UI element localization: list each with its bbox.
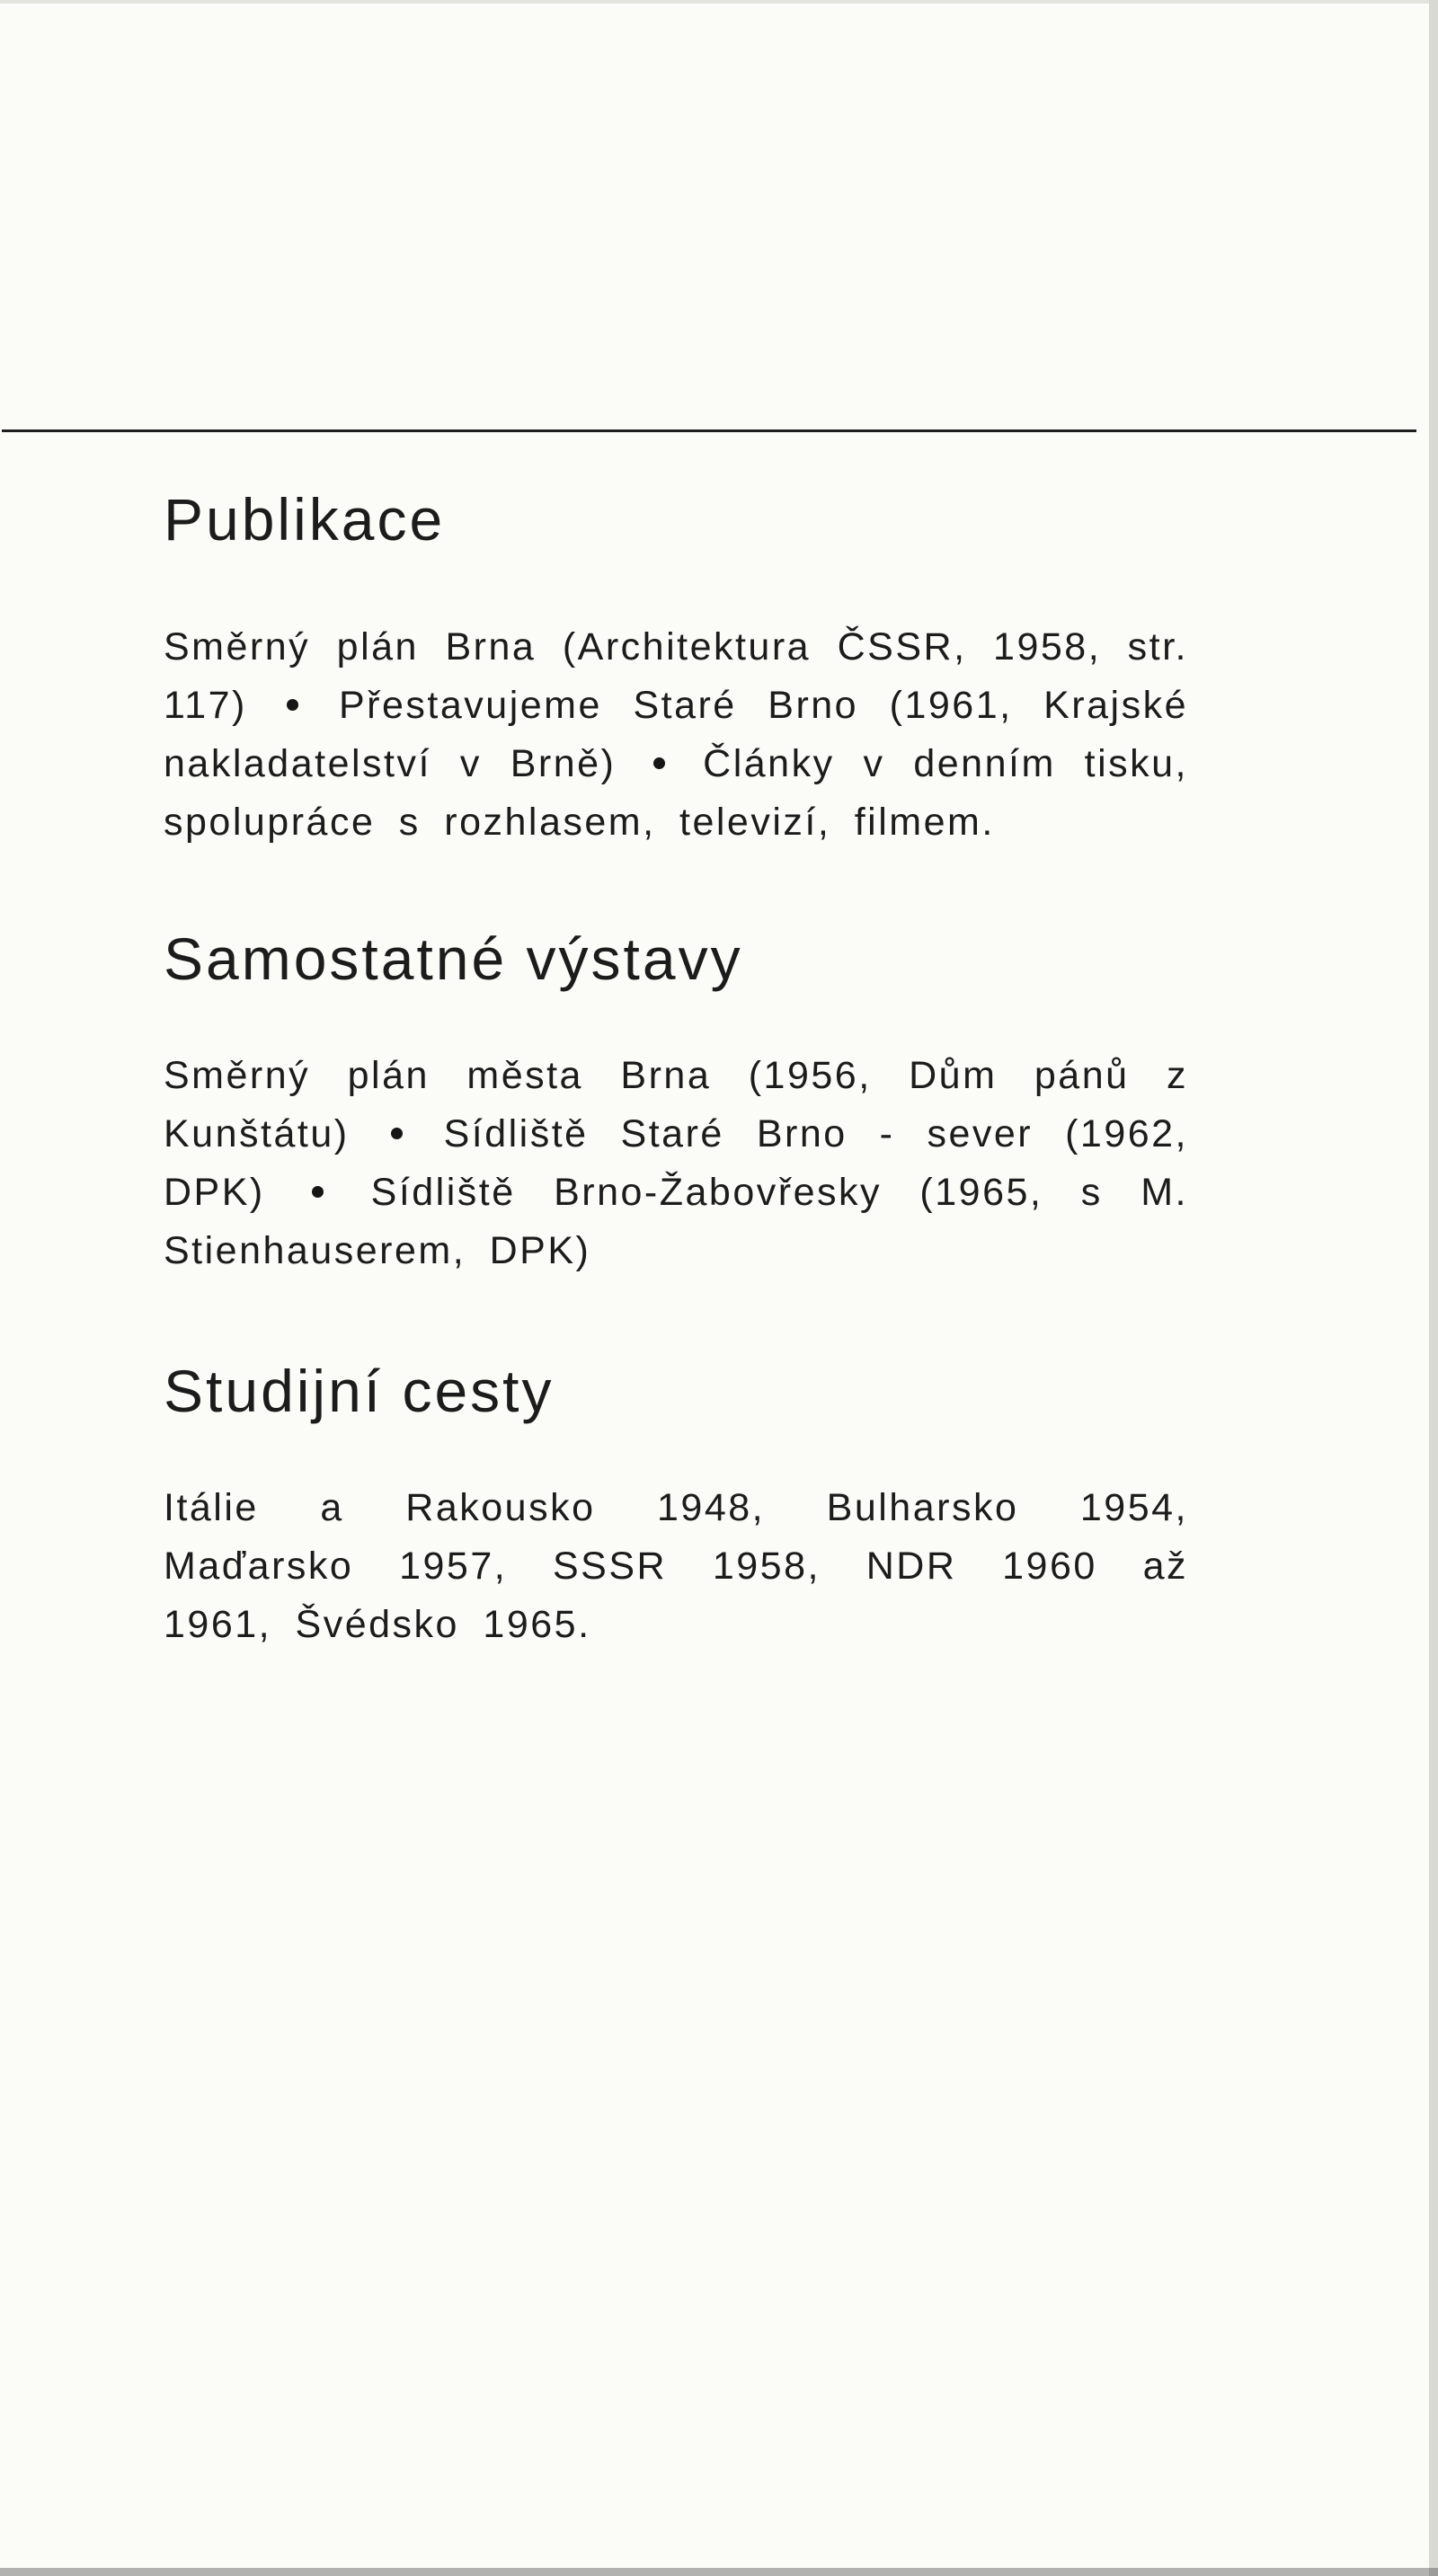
page-right-edge <box>1429 0 1438 2576</box>
section-studijni-cesty <box>164 1358 1188 1654</box>
section-heading: Publikace <box>164 486 446 553</box>
section-samostatne-vystavy <box>164 925 1189 1280</box>
section-heading: Samostatné výstavy <box>164 925 743 992</box>
section-text: Směrný plán Brna (Architektura ČSSR, 1958, str. 117) Přestavujeme Staré Brno (1961, Krajské nakladatelství v Brně) Články v denním tisku, spolupráce s rozhlasem, televizí, filmem. <box>164 625 1189 844</box>
section-text: Směrný plán města Brna (1956, Dům pánů z Kunštátu) Sídliště Staré Brno - sever (1962, DPK) Sídliště Brno-Žabovřesky (1965, s M. Stienhauserem, DPK) <box>164 1054 1189 1272</box>
section-publikace <box>164 486 1189 852</box>
page-bottom-edge <box>0 2568 1438 2576</box>
horizontal-rule <box>2 429 1416 432</box>
section-text: Itálie a Rakousko 1948, Bulharsko 1954, Maďarsko 1957, SSSR 1958, NDR 1960 až 1961, Švédsko 1965. <box>164 1486 1188 1646</box>
bullet-separator <box>312 1186 324 1198</box>
section-heading: Studijní cesty <box>164 1358 555 1424</box>
bullet-separator <box>653 757 665 769</box>
bullet-separator <box>391 1128 403 1139</box>
bullet-separator <box>287 699 298 711</box>
page-content <box>164 486 1189 1654</box>
page-top-edge <box>0 0 1438 4</box>
